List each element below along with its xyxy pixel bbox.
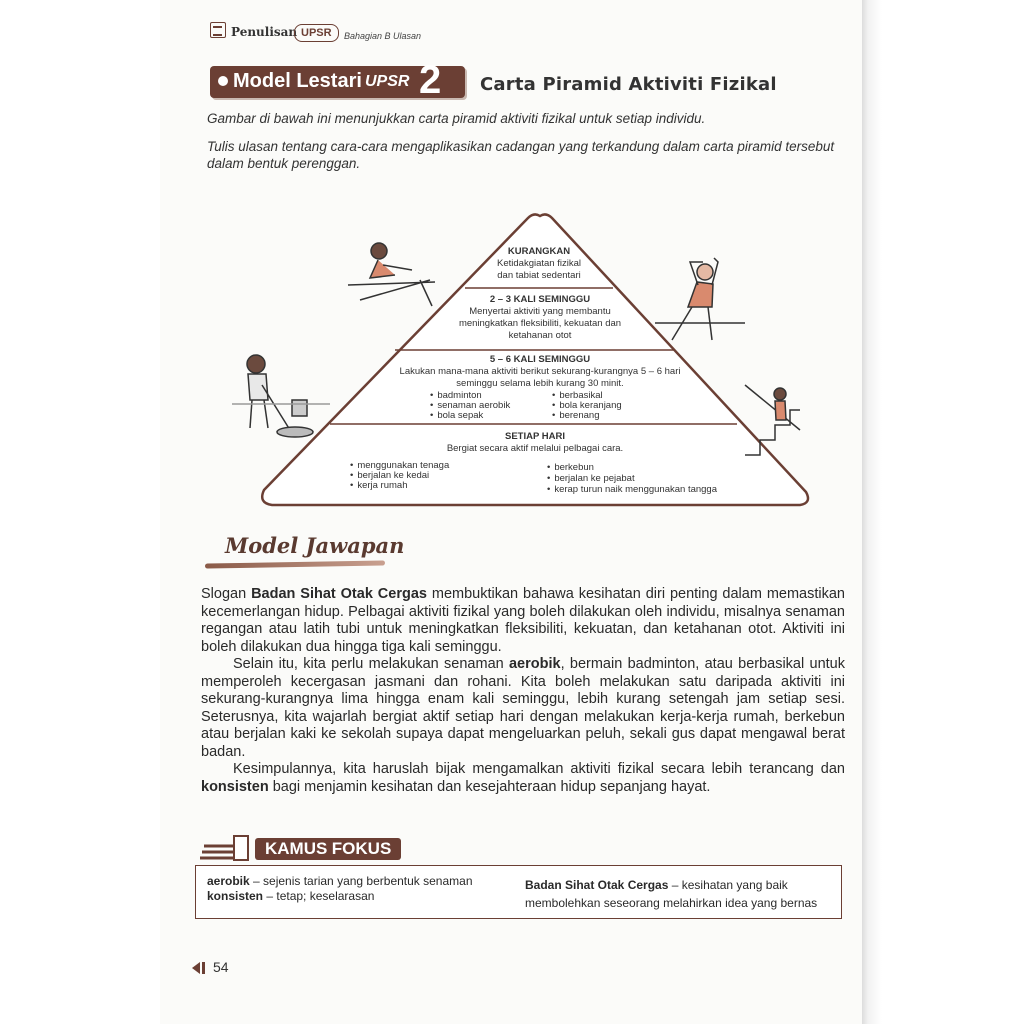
glossary-term: aerobik	[207, 874, 250, 888]
paragraph-text: , bermain badminton, atau berbasikal untuk memperoleh kecergasan jasmani dan rohani. Kita boleh melakukan satu daripada aktiviti ini sekurang-kurangnya lima hingga enam kali seminggu, lebih kurang setengah jam setiap sesi. Seterusnya, kita wajarlah bergiat aktif setiap hari dengan melakukan kerja-kerja rumah, berkebun atau berjalan kaki ke sekolah supaya dapat mengeluarkan peluh, sekali gus dapat mengawal berat badan.	[201, 656, 845, 760]
list-item: • berenang	[552, 410, 599, 421]
bold-term: konsisten	[201, 778, 269, 795]
level-2-text: ketahanan otot	[508, 330, 572, 341]
level-2-text: meningkatkan fleksibiliti, kekuatan dan	[458, 318, 622, 329]
glossary-definition: – tetap; keselarasan	[263, 889, 375, 903]
pyramid-level-4	[400, 431, 670, 455]
glossary-title-a: KAMUS	[265, 839, 328, 858]
paragraph-3	[201, 761, 845, 796]
list-item: • bola keranjang	[552, 400, 622, 411]
glossary-entry-3	[525, 878, 788, 893]
paragraph-2	[201, 656, 845, 761]
page-arrow-icon	[192, 962, 206, 974]
bold-term: aerobik	[508, 656, 561, 672]
glossary-title	[255, 838, 401, 860]
stretching-illustration	[655, 258, 745, 340]
part-label: Bahagian B Ulasan	[344, 31, 422, 41]
paragraph-1	[201, 586, 845, 656]
glossary-term: konsisten	[207, 889, 264, 903]
answer-text	[201, 586, 845, 796]
banner-exam: UPSR	[365, 73, 410, 90]
instruction-1: Gambar di bawah ini menunjukkan carta piramid aktiviti fizikal untuk setiap individu.	[207, 111, 706, 126]
glossary-definition: – kesihatan yang baik	[668, 878, 788, 892]
level-3-text: seminggu selama lebih kurang 30 minit.	[456, 378, 624, 389]
list-item: • kerja rumah	[350, 480, 408, 491]
level-2-heading: 2 – 3 KALI SEMINGGU	[489, 294, 591, 305]
list-item: • berjalan ke kedai	[350, 470, 429, 481]
page-title: Carta Piramid Aktiviti Fizikal	[480, 74, 777, 95]
rowing-exercise-illustration	[348, 243, 435, 306]
list-item: • berjalan ke pejabat	[547, 473, 635, 484]
paragraph-text: Kesimpulannya, kita haruslah bijak mengamalkan aktiviti fizikal secara lebih terancang dan	[233, 761, 845, 777]
level-1-heading: KURANGKAN	[507, 246, 571, 257]
list-item: • kerap turun naik menggunakan tangga	[547, 484, 717, 495]
paragraph-text: Slogan	[201, 586, 252, 602]
exam-badge: UPSR	[294, 24, 339, 42]
pyramid-level-1	[464, 246, 614, 282]
glossary-title-b: FOKUS	[331, 839, 392, 858]
section-title: Model Jawapan	[225, 533, 405, 558]
glossary-definition: – sejenis tarian yang berbentuk senaman	[249, 874, 473, 888]
banner-number: 2	[419, 58, 442, 102]
list-item: • berbasikal	[552, 390, 603, 401]
level-3-heading: 5 – 6 KALI SEMINGGU	[489, 354, 591, 365]
paragraph-text: membuktikan bahawa kesihatan diri penting dalam memastikan kecemerlangan hidup. Pelbagai aktiviti fizikal yang boleh dilakukan oleh individu, misalnya senaman regangan atau latih tubi untuk meningkatkan fleksibiliti, kekuatan, dan ketahanan otot. Aktiviti ini boleh dilakukan dua hingga tiga kali seminggu.	[201, 586, 845, 655]
list-item: • menggunakan tenaga	[350, 460, 449, 471]
glossary-entry-3-cont: membolehkan seseorang melahirkan idea yang bernas	[525, 896, 818, 910]
housework-illustration	[232, 355, 330, 437]
list-item: • bola sepak	[430, 410, 483, 421]
glossary-entry-2	[207, 889, 374, 904]
level-1-text: Ketidakgiatan fizikal	[497, 258, 581, 269]
level-1-text: dan tabiat sedentari	[497, 270, 581, 281]
list-item: • badminton	[430, 390, 482, 401]
glossary-entry-1	[207, 874, 473, 889]
level-2-text: Menyertai aktiviti yang membantu	[469, 306, 611, 317]
pyramid-level-2	[430, 294, 650, 342]
banner-title: Model Lestari	[233, 70, 362, 92]
paragraph-text: bagi menjamin kesihatan dan kesejahteraan hidup sepanjang hayat.	[268, 778, 711, 795]
list-item: • senaman aerobik	[430, 400, 510, 411]
bold-term: Badan Sihat Otak Cergas	[251, 586, 427, 602]
paragraph-text: Selain itu, kita perlu melakukan senaman	[233, 656, 509, 672]
level-4-heading: SETIAP HARI	[504, 431, 565, 442]
section-label: Penulisan	[231, 25, 298, 39]
list-item: • berkebun	[547, 462, 594, 473]
level-3-text: Lakukan mana-mana aktiviti berikut sekurang-kurangnya 5 – 6 hari	[399, 366, 681, 377]
pyramid-level-3	[385, 354, 695, 390]
level-4-text: Bergiat secara aktif melalui pelbagai cara.	[446, 443, 624, 454]
page-number: 54	[213, 959, 229, 975]
book-icon	[198, 832, 250, 862]
glossary-term: Badan Sihat Otak Cergas	[525, 878, 669, 892]
instruction-2: Tulis ulasan tentang cara-cara mengaplikasikan cadangan yang terkandung dalam carta piramid tersebut dalam bentuk perenggan.	[207, 139, 835, 171]
